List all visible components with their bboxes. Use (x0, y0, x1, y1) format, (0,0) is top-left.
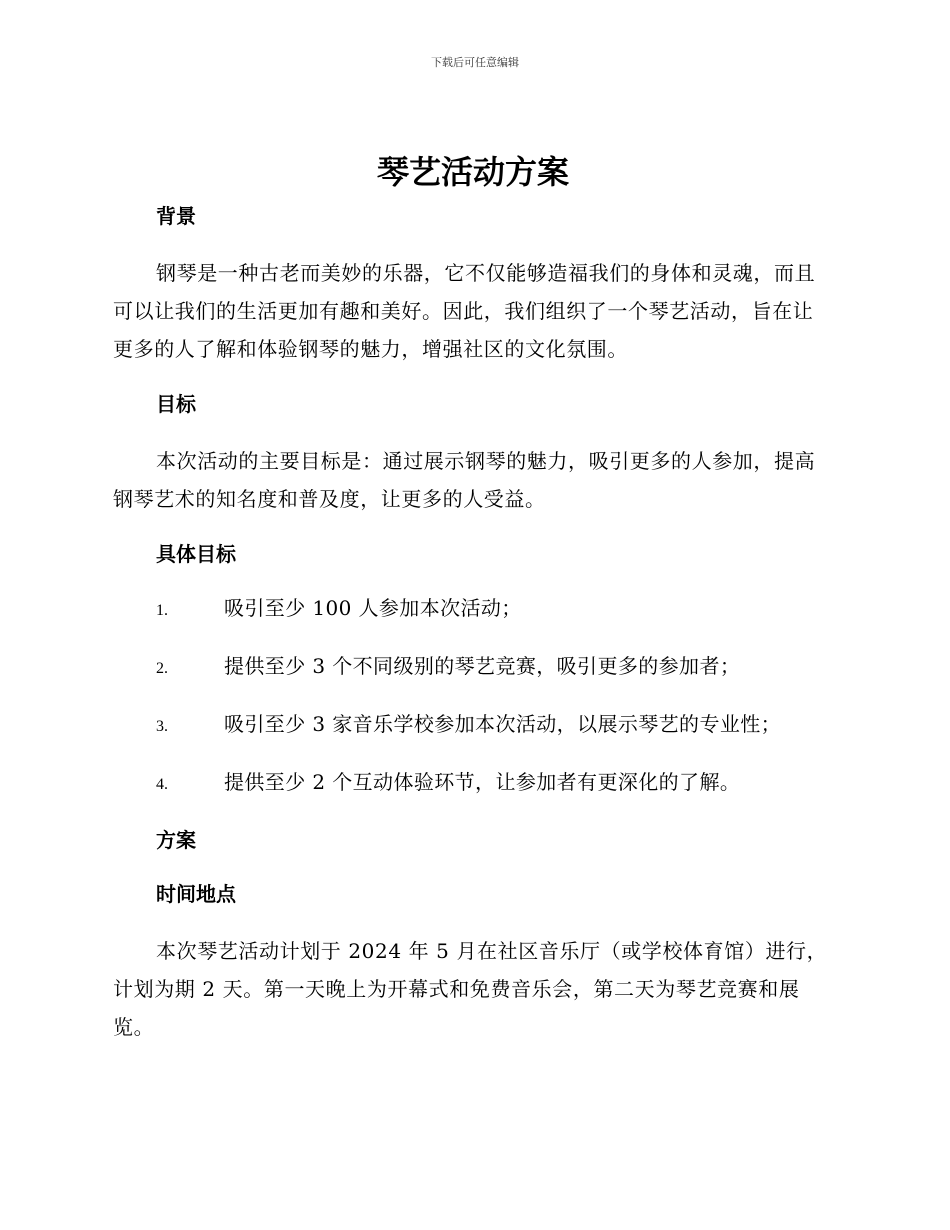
list-item-text: 吸引至少 100 人参加本次活动； (224, 596, 522, 620)
section-heading-time-place: 时间地点 (156, 882, 236, 906)
list-item-text: 提供至少 2 个互动体验环节，让参加者有更深化的了解。 (224, 770, 741, 794)
list-item-number: 1. (156, 602, 168, 619)
document-body (113, 146, 833, 1066)
section-heading-background: 背景 (156, 204, 196, 228)
section-heading-plan: 方案 (156, 828, 196, 852)
list-item-text: 提供至少 3 个不同级别的琴艺竞赛，吸引更多的参加者； (224, 654, 741, 678)
document-title: 琴艺活动方案 (376, 153, 569, 191)
background-paragraph: 钢琴是一种古老而美妙的乐器，它不仅能够造福我们的身体和灵魂，而且可以让我们的生活更加有趣和美好。因此，我们组织了一个琴艺活动，旨在让更多的人了解和体验钢琴的魅力，增强社区的文化氛围。 (113, 261, 816, 361)
list-item-text: 吸引至少 3 家音乐学校参加本次活动，以展示琴艺的专业性； (224, 712, 782, 736)
list-item-number: 4. (156, 776, 168, 793)
list-item-number: 3. (156, 718, 168, 735)
list-item (113, 708, 833, 743)
section-heading-goal: 目标 (156, 392, 196, 416)
list-item (113, 650, 833, 685)
specific-goals-list (113, 592, 833, 801)
list-item-number: 2. (156, 660, 168, 677)
goal-paragraph: 本次活动的主要目标是：通过展示钢琴的魅力，吸引更多的人参加，提高钢琴艺术的知名度和普及度，让更多的人受益。 (113, 449, 816, 511)
section-heading-specific-goals: 具体目标 (156, 542, 236, 566)
list-item (113, 766, 833, 801)
page-header-note: 下载后可任意编辑 (431, 56, 519, 69)
time-place-paragraph: 本次琴艺活动计划于 2024 年 5 月在社区音乐厅（或学校体育馆）进行，计划为期 2 天。第一天晚上为开幕式和免费音乐会，第二天为琴艺竞赛和展览。 (113, 939, 828, 1039)
list-item (113, 592, 833, 627)
